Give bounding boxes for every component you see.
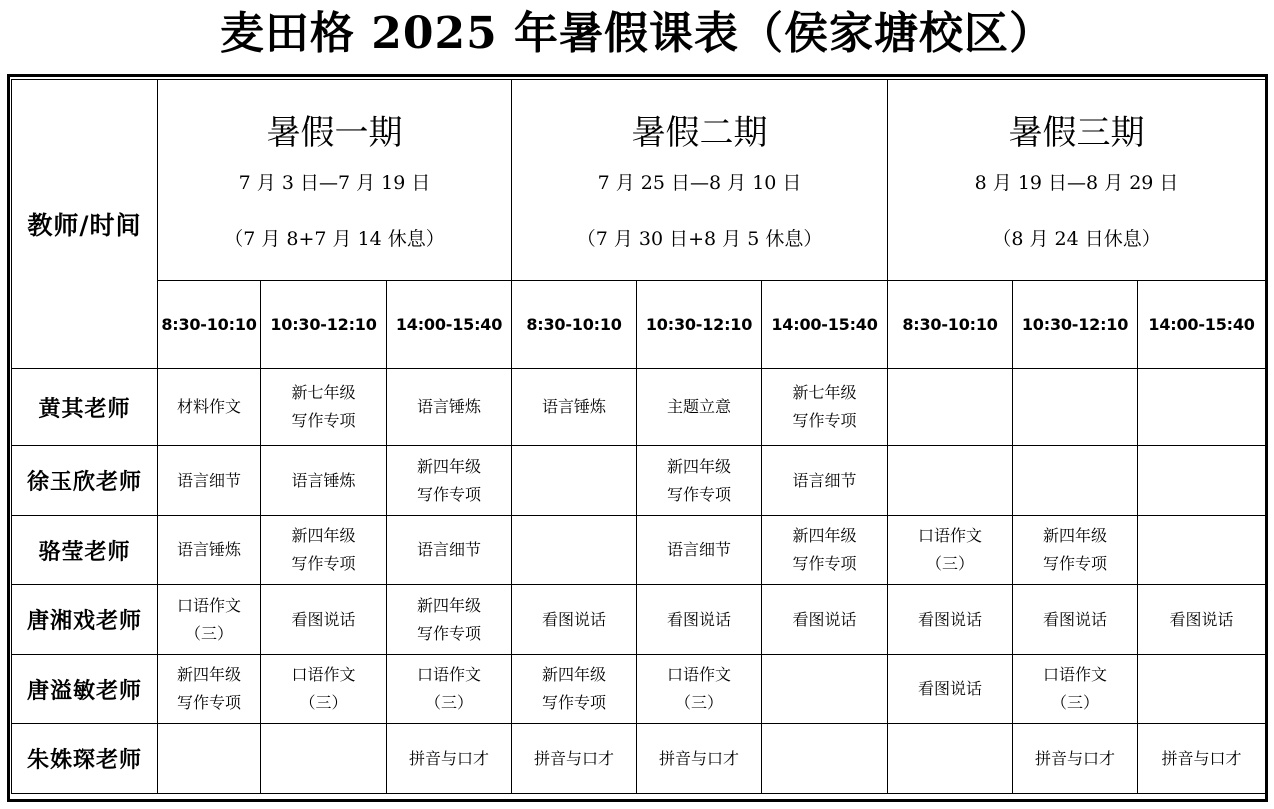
course-cell — [1013, 516, 1138, 585]
course-cell — [512, 585, 637, 655]
time-slot: 10:30-12:10 — [1013, 281, 1138, 369]
course-line: 看图说话 — [918, 679, 983, 698]
term-date-range: 7 月 3 日—7 月 19 日 — [238, 172, 431, 194]
course-cell — [261, 585, 387, 655]
course-line: 新四年级 — [667, 456, 732, 476]
table-row — [12, 516, 1266, 585]
course-cell — [1138, 516, 1266, 585]
course-line: 看图说话 — [918, 609, 983, 629]
course-line: 口语作文 — [667, 665, 732, 684]
course-line: 写作专项 — [1043, 554, 1108, 573]
course-cell — [158, 369, 261, 446]
course-cell — [387, 724, 512, 794]
term-rest-days: （7 月 8+7 月 14 休息） — [224, 228, 445, 250]
course-cell — [637, 585, 762, 655]
course-cell — [1138, 585, 1266, 655]
course-cell — [261, 724, 387, 794]
course-line: 拼音与口才 — [1161, 748, 1242, 768]
course-cell — [1138, 369, 1266, 446]
table-row — [12, 655, 1266, 724]
course-cell — [1138, 446, 1266, 516]
course-cell — [261, 446, 387, 516]
course-cell — [637, 369, 762, 446]
course-line: （三） — [425, 693, 474, 712]
course-line: 看图说话 — [1169, 609, 1234, 629]
time-slot-row — [12, 281, 1266, 369]
time-slot: 10:30-12:10 — [261, 281, 387, 369]
course-line: 写作专项 — [417, 484, 482, 504]
teacher-name: 朱姝琛老师 — [12, 724, 158, 794]
course-line: 写作专项 — [792, 411, 857, 430]
course-cell — [387, 585, 512, 655]
course-line: 口语作文 — [176, 595, 241, 615]
term-rest-days: （7 月 30 日+8 月 5 休息） — [576, 228, 823, 250]
course-line: 新四年级 — [291, 526, 356, 545]
course-line: 语言细节 — [417, 540, 482, 559]
course-line: 拼音与口才 — [409, 748, 490, 768]
course-cell — [158, 585, 261, 655]
course-line: 看图说话 — [1043, 609, 1108, 629]
course-line: （三） — [299, 693, 348, 712]
course-line: 写作专项 — [291, 411, 356, 430]
course-cell — [762, 655, 888, 724]
time-slot: 8:30-10:10 — [512, 281, 637, 369]
course-cell — [1138, 655, 1266, 724]
course-cell — [261, 369, 387, 446]
course-cell — [1013, 585, 1138, 655]
term-date-range: 8 月 19 日—8 月 29 日 — [974, 172, 1179, 194]
teacher-name: 唐溢敏老师 — [12, 655, 158, 724]
course-cell — [387, 446, 512, 516]
course-line: 新四年级 — [176, 665, 241, 684]
course-line: （三） — [184, 623, 233, 643]
page-title: 麦田格 2025 年暑假课表（侯家塘校区） — [219, 8, 1055, 59]
course-line: 新四年级 — [417, 595, 482, 615]
course-cell — [888, 585, 1013, 655]
term-rest-days: （8 月 24 日休息） — [992, 228, 1161, 250]
course-line: 材料作文 — [176, 397, 241, 416]
course-line: 语言细节 — [667, 540, 732, 559]
term-header-2 — [512, 80, 888, 281]
course-cell — [888, 446, 1013, 516]
time-slot: 10:30-12:10 — [637, 281, 762, 369]
course-cell — [762, 724, 888, 794]
course-line: 新七年级 — [291, 383, 356, 402]
course-cell — [1013, 369, 1138, 446]
course-cell — [512, 516, 637, 585]
course-cell — [1013, 655, 1138, 724]
course-cell — [888, 516, 1013, 585]
course-line: 看图说话 — [542, 609, 607, 629]
time-slot: 14:00-15:40 — [762, 281, 888, 369]
course-line: 写作专项 — [291, 554, 356, 573]
course-cell — [888, 724, 1013, 794]
term-name: 暑假三期 — [1008, 113, 1145, 153]
course-cell — [1013, 724, 1138, 794]
course-line: 语言锤炼 — [417, 397, 482, 416]
course-cell — [637, 724, 762, 794]
course-line: 写作专项 — [542, 693, 607, 712]
course-line: 写作专项 — [417, 623, 482, 643]
course-line: 新四年级 — [542, 665, 607, 684]
course-cell — [1138, 724, 1266, 794]
course-line: （三） — [675, 693, 724, 712]
course-cell — [512, 369, 637, 446]
course-line: 拼音与口才 — [659, 748, 740, 768]
time-slot: 14:00-15:40 — [1138, 281, 1266, 369]
course-line: 口语作文 — [918, 526, 983, 545]
time-slot: 8:30-10:10 — [158, 281, 261, 369]
course-cell — [158, 446, 261, 516]
course-cell — [158, 516, 261, 585]
course-cell — [512, 724, 637, 794]
course-line: 新四年级 — [792, 526, 857, 545]
table-row — [12, 585, 1266, 655]
course-cell — [637, 655, 762, 724]
time-slot: 14:00-15:40 — [387, 281, 512, 369]
course-line: 口语作文 — [291, 665, 356, 684]
course-line: （三） — [1051, 693, 1100, 712]
course-line: 写作专项 — [667, 484, 732, 504]
teacher-name: 徐玉欣老师 — [12, 446, 158, 516]
course-line: 语言锤炼 — [542, 397, 607, 416]
course-line: 语言锤炼 — [291, 470, 356, 490]
term-header-row — [12, 80, 1266, 281]
course-line: 主题立意 — [667, 397, 732, 416]
term-name: 暑假一期 — [266, 113, 403, 153]
course-cell — [637, 516, 762, 585]
course-cell — [158, 655, 261, 724]
term-date-range: 7 月 25 日—8 月 10 日 — [597, 172, 802, 194]
course-cell — [1013, 446, 1138, 516]
course-cell — [387, 655, 512, 724]
course-line: 新七年级 — [792, 383, 857, 402]
course-cell — [762, 369, 888, 446]
course-cell — [387, 369, 512, 446]
teacher-name: 唐湘戏老师 — [12, 585, 158, 655]
course-cell — [512, 655, 637, 724]
course-line: 看图说话 — [792, 609, 857, 629]
course-line: 写作专项 — [176, 693, 241, 712]
course-line: 语言细节 — [792, 470, 857, 490]
course-line: 看图说话 — [291, 609, 356, 629]
course-line: 写作专项 — [792, 554, 857, 573]
course-cell — [762, 516, 888, 585]
schedule-table — [11, 79, 1266, 794]
table-row — [12, 446, 1266, 516]
teacher-time-header: 教师/时间 — [12, 80, 158, 369]
course-cell — [888, 369, 1013, 446]
course-line: 语言锤炼 — [176, 540, 241, 559]
course-line: 拼音与口才 — [534, 748, 615, 768]
course-line: 新四年级 — [417, 456, 482, 476]
course-line: （三） — [926, 554, 975, 573]
course-line: 语言细节 — [176, 470, 241, 490]
teacher-name: 骆莹老师 — [12, 516, 158, 585]
table-row — [12, 369, 1266, 446]
course-cell — [387, 516, 512, 585]
course-line: 口语作文 — [417, 665, 482, 684]
course-line: 看图说话 — [667, 609, 732, 629]
course-cell — [888, 655, 1013, 724]
term-name: 暑假二期 — [631, 113, 768, 153]
term-header-3 — [888, 80, 1266, 281]
teacher-name: 黄其老师 — [12, 369, 158, 446]
course-line: 拼音与口才 — [1035, 748, 1116, 768]
course-line: 新四年级 — [1043, 526, 1108, 545]
course-line: 口语作文 — [1043, 665, 1108, 684]
course-cell — [158, 724, 261, 794]
course-cell — [637, 446, 762, 516]
course-cell — [512, 446, 637, 516]
course-cell — [261, 516, 387, 585]
course-cell — [762, 585, 888, 655]
course-cell — [261, 655, 387, 724]
time-slot: 8:30-10:10 — [888, 281, 1013, 369]
course-cell — [762, 446, 888, 516]
table-row — [12, 724, 1266, 794]
term-header-1 — [158, 80, 512, 281]
